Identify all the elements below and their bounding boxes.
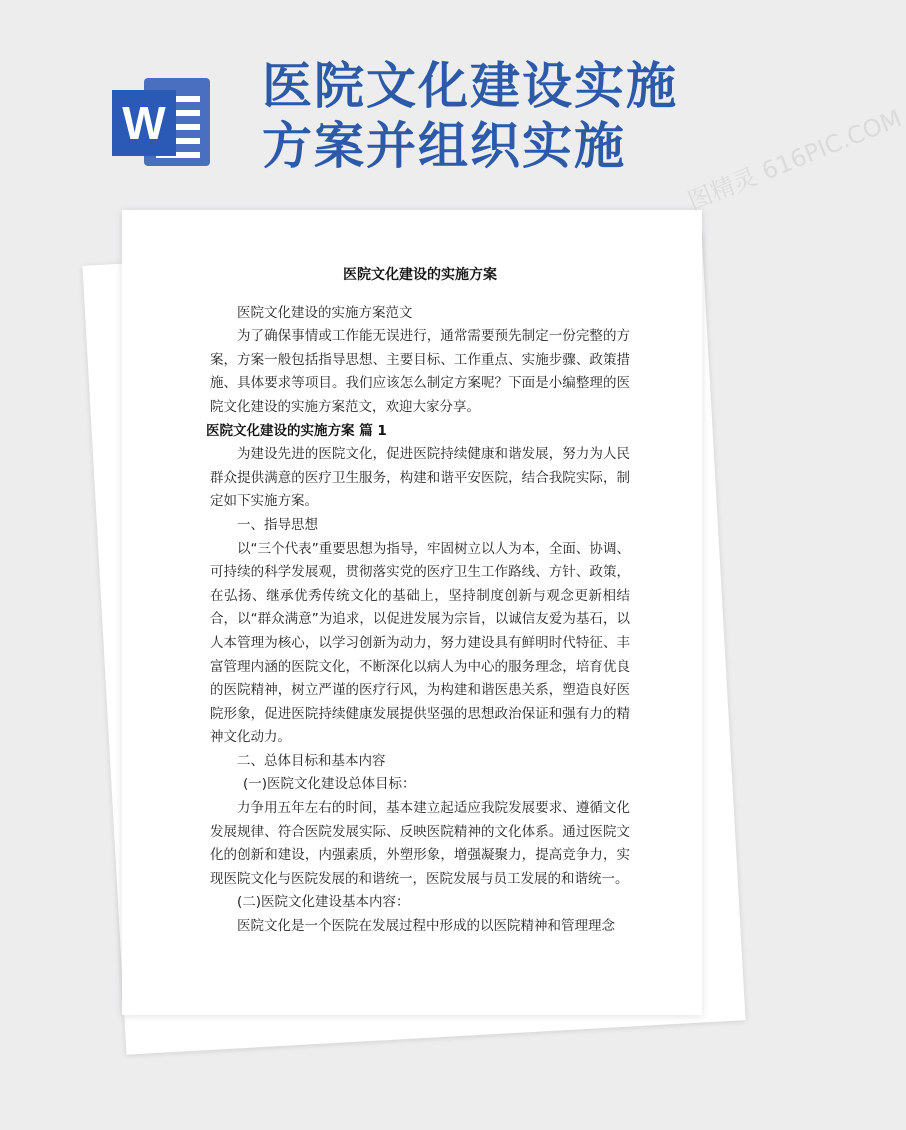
paragraph: 一、指导思想 [237, 516, 318, 533]
banner-title [262, 56, 782, 176]
document-body [206, 264, 630, 939]
paragraph: 力争用五年左右的时间，基本建立起适应我院发展要求、遵循文化发展规律、符合医院发展实际、反映医院精神的文化体系。通过医院文化的创新和建设，内强素质，外塑形象，增强凝聚力，提高竞争力，实现医院文化与医院发展的和谐统一，医院发展与员工发展的和谐统一。 [210, 800, 630, 887]
document-page [122, 210, 702, 1015]
paragraph: 以“三个代表”重要思想为指导，牢固树立以人为本，全面、协调、可持续的科学发展观，贯彻落实党的医疗卫生工作路线、方针、政策，在弘扬、继承优秀传统文化的基础上，坚持制度创新与观念更新相结合，以“群众满意”为追求，以促进发展为宗旨，以诚信友爱为基石，以人本管理为核心，以学习创新为动力，努力建设具有鲜明时代特征、丰富管理内涵的医院文化，不断深化以病人为中心的服务理念，培育优良的医院精神，树立严谨的医疗行风，为构建和谐医患关系，塑造良好医院形象，促进医院持续健康发展提供坚强的思想政治保证和强有力的精神文化动力。 [210, 540, 630, 746]
paragraph: (二)医院文化建设基本内容： [237, 894, 410, 911]
watermark: 图精灵 616PIC.COM [683, 104, 906, 216]
document-paragraphs [206, 302, 630, 939]
paragraph: 医院文化建设的实施方案范文 [237, 304, 413, 321]
banner [0, 0, 800, 200]
paragraph: 为了确保事情或工作能无误进行，通常需要预先制定一份完整的方案，方案一般包括指导思想、主要目标、工作重点、实施步骤、政策措施、具体要求等项目。我们应该怎么制定方案呢？下面是小编整理的医院文化建设的实施方案范文，欢迎大家分享。 [210, 328, 630, 415]
paragraph: 为建设先进的医院文化，促进医院持续健康和谐发展，努力为人民群众提供满意的医疗卫生服务，构建和谐平安医院，结合我院实际，制定如下实施方案。 [210, 446, 630, 510]
paragraph: 二、总体目标和基本内容 [237, 752, 386, 769]
section-heading: 医院文化建设的实施方案 篇 1 [206, 422, 387, 439]
banner-title-line-1: 医院文化建设实施 [262, 56, 678, 115]
paragraph: 医院文化是一个医院在发展过程中形成的以医院精神和管理理念 [237, 918, 615, 935]
paragraph: (一)医院文化建设总体目标： [243, 776, 416, 793]
word-letter-badge: W [112, 90, 176, 156]
word-document-icon [112, 72, 212, 172]
banner-title-line-2: 方案并组织实施 [262, 116, 626, 175]
document-title: 医院文化建设的实施方案 [343, 267, 497, 283]
